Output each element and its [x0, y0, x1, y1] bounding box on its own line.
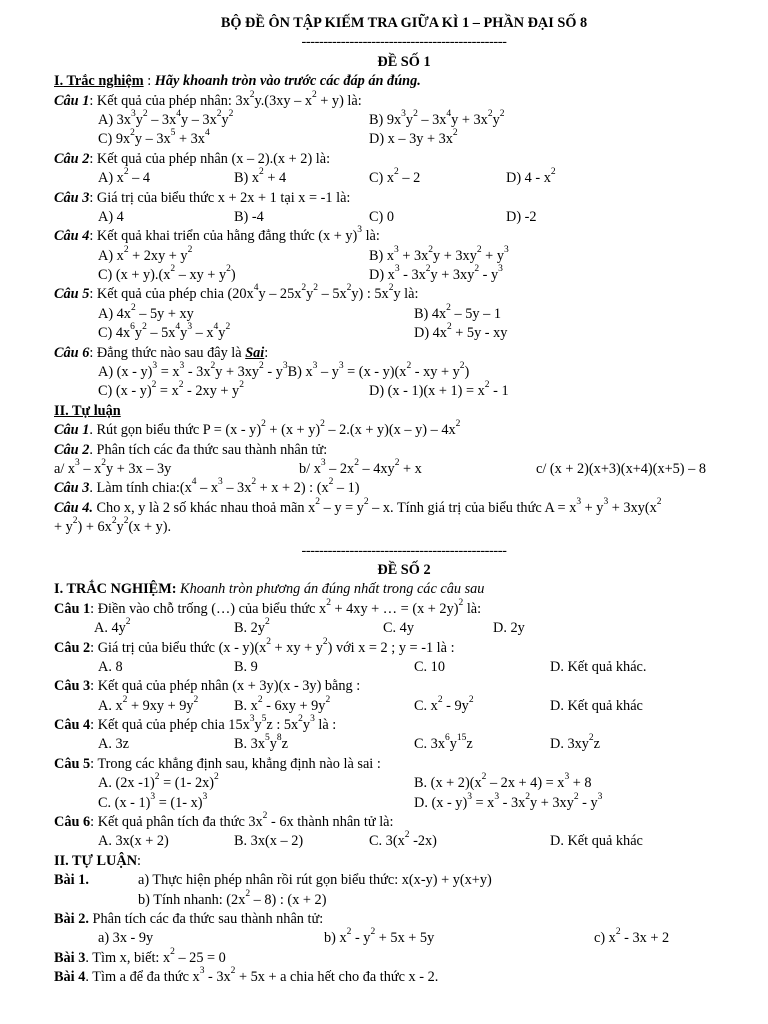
- answer-row: [54, 457, 754, 479]
- exercise-part-a: a) Thực hiện phép nhân rồi rút gọn biểu thức: x(x-y) + y(x+y): [138, 872, 492, 889]
- question-text: : Kết quả của phép nhân (x – 2).(x + 2) là:: [89, 150, 331, 167]
- essay-4: [54, 496, 754, 518]
- answer-d: D. 2y: [493, 620, 525, 637]
- question-emphasis: Sai: [245, 344, 265, 361]
- question-label: Câu 1: [54, 92, 90, 109]
- question-text: . Làm tính $chia:(x^4 - x^3 - 3x^2 + x + 2)$ : $(x^2 - 1)$: [89, 477, 360, 497]
- exam-1-part-2-header: II. Tự luận: [54, 402, 121, 419]
- question-text-end: :: [264, 344, 269, 361]
- answer-b: B) $x^2 + 4$: [234, 167, 287, 187]
- question-3: [54, 189, 754, 208]
- exercise-part-b: b) Tính nhanh: $(2x^2 - 8)$ : (x + 2): [138, 888, 327, 908]
- answer-d: D. Kết quả khác: [550, 697, 643, 714]
- question-label: Câu 4.: [54, 499, 93, 516]
- question-label: Câu 1: [54, 422, 90, 439]
- answer-c: C. $3x^6y^{15}z$: [414, 733, 473, 753]
- document-title: BỘ ĐỀ ÔN TẬP KIẾM TRA GIỮA KÌ 1 – PHẦN ĐẠI SỐ 8: [220, 15, 588, 31]
- answer-d: D. Kết quả khác.: [550, 658, 647, 675]
- answer-d: D. Kết quả khác: [550, 833, 643, 850]
- essay-3: [54, 479, 754, 498]
- answer-b: B. 9: [234, 658, 258, 675]
- part-sep: :: [143, 73, 155, 90]
- question-label: Câu 3: [54, 678, 91, 695]
- answer-a: A) 4: [98, 208, 124, 225]
- question-label: Câu 1: [54, 600, 91, 617]
- answer-a: A. 3x(x + 2): [98, 833, 169, 850]
- answer-c: C. $x^2 - 9y^2$: [414, 694, 474, 714]
- answer-c: C) $4x^6y^2 - 5x^4y^3 - x^4y^2$: [98, 322, 231, 342]
- part-label: I. Trắc nghiệm: [54, 73, 144, 90]
- essay-2: [54, 441, 754, 460]
- question-label: Câu 4: [54, 717, 91, 734]
- part-a: a) 3x - 9y: [98, 930, 154, 947]
- divider: -----------------------------------------------: [301, 34, 507, 51]
- question-1: [54, 597, 754, 619]
- question-label: Câu 6: [54, 814, 91, 831]
- question-label: Câu 3: [54, 189, 90, 206]
- essay-4-continued: + $y^2) + 6x^2y^2(x + y)$.: [54, 516, 172, 536]
- question-6: [54, 344, 754, 363]
- question-text: : Kết quả của phép nhân (x + 3y)(x - 3y) bằng :: [90, 678, 361, 695]
- question-label: Câu 5: [54, 755, 91, 772]
- exercise-label: Bài 3: [54, 949, 86, 966]
- answer-a-b: A) $(x - y)^3 = x^3 - 3x^2y + 3xy^2 - y^3B$) $x^3 - y^3 = (x - y)(x^2$ - xy + $y^2$): [98, 361, 470, 381]
- question-6: [54, 813, 754, 832]
- answer-d: D) $4 - x^2$: [506, 167, 556, 187]
- answer-d: D) $x - 3y + 3x^2$: [369, 128, 458, 148]
- answer-c: C) $x^2 - 2$: [369, 167, 421, 187]
- answer-a: A. 3z: [98, 736, 129, 753]
- divider: -----------------------------------------------: [301, 542, 507, 559]
- answer-row: [54, 169, 754, 188]
- answer-d: D) $x^3 - 3x^2y + 3xy^2 - y^3$: [369, 264, 503, 284]
- exercise-text: . Tìm x, biết: $x^2 - 25 = 0$: [85, 946, 226, 966]
- question-label: Câu 4: [54, 228, 90, 245]
- answer-row: [54, 363, 754, 382]
- answer-a: A. $4y^2$: [94, 617, 131, 637]
- answer-row: [54, 774, 754, 793]
- part-b: b) $x^2 - y^2 + 5x + 5y$: [324, 927, 435, 947]
- question-label: Câu 6: [54, 344, 90, 361]
- answer-a: A) $x^2 + 2xy + y^2$: [98, 244, 193, 264]
- question-4: [54, 716, 754, 735]
- exercise-text: . Tìm a để đa thức $x^3 - 3x^2 + 5x + a$ chia hết cho đa thức x - 2.: [85, 966, 439, 986]
- answer-c: C) $(x + y).(x^2$ – xy + $y^2$): [98, 264, 236, 284]
- exam-2-part-1-header: [54, 580, 754, 599]
- question-text: : Điền vào chỗ trống (…) của biểu thức $x^2 + 4xy$ + … = $(x + 2y)^2$ là:: [90, 597, 482, 617]
- essay-1: [54, 421, 754, 440]
- exercise-2: [54, 910, 754, 929]
- exam-1-heading: ĐỀ SỐ 1: [377, 53, 431, 70]
- answer-c: C. $3(x^2$ -2x): [369, 830, 437, 850]
- question-text: : Giá trị của biểu thức $(x - y)(x^2$ + xy + $y^2$) với x = 2 ; y = -1 là :: [90, 636, 455, 656]
- exam-1-part-1-header: [54, 72, 754, 91]
- answer-a: A) $4x^2 - 5y$ + xy: [98, 302, 194, 322]
- part-instruction: Hãy khoanh tròn vào trước các đáp án đúng.: [154, 73, 421, 90]
- answer-b: B. $(x + 2)(x^2 - 2x + 4) = x^3 + 8$: [414, 772, 592, 792]
- exercise-text: Phân tích các đa thức sau thành nhân tử:: [88, 910, 324, 927]
- question-label: Câu 2: [54, 639, 91, 656]
- answer-row: [54, 382, 754, 401]
- exercise-3: [54, 946, 754, 968]
- answer-row: [54, 694, 754, 716]
- question-label: Câu 2: [54, 150, 90, 167]
- answer-b: B. $x^2 - 6xy + 9y^2$: [234, 694, 331, 714]
- answer-row: [54, 929, 754, 948]
- exercise-4: [54, 968, 754, 987]
- question-text: : Trong các khẳng định sau, khẳng định nào là sai :: [90, 755, 381, 772]
- answer-c: C. 4y: [383, 620, 414, 637]
- question-text: : Kết quả của phép chia $(20x^4y - 25x^2y^2 - 5x^2y)$ : $5x^2y$ là:: [89, 283, 419, 303]
- question-5: [54, 285, 754, 304]
- exercise-label: Bài 4: [54, 969, 86, 986]
- answer-a: A. $x^2 + 9xy + 9y^2$: [98, 694, 199, 714]
- answer-d: D. $(x - y)^3 = x^3 - 3x^2y + 3xy^2 - y^3$: [414, 791, 603, 811]
- question-text: . Rút gọn biểu thức $P = (x - y)^2 + (x + y)^2 - 2.(x + y)(x - y) - 4x^2$: [89, 419, 461, 439]
- question-text: . Phân tích các đa thức sau thành nhân tử:: [89, 441, 328, 458]
- part-label: I. TRẮC NGHIỆM:: [54, 581, 177, 598]
- answer-a: A) $x^2 - 4$: [98, 167, 151, 187]
- answer-row: [54, 108, 754, 130]
- answer-row: [54, 244, 754, 266]
- answer-row: [54, 832, 754, 851]
- part-colon: :: [137, 852, 142, 869]
- answer-row: [54, 324, 754, 343]
- answer-b: B) $9x^3y^2 - 3x^4y + 3x^2y^2$: [369, 108, 505, 128]
- exam-2-heading: ĐỀ SỐ 2: [377, 561, 431, 578]
- exercise-label: Bài 2.: [54, 910, 89, 927]
- answer-a: A. 8: [98, 658, 123, 675]
- answer-row: [54, 302, 754, 324]
- answer-row: [54, 735, 754, 754]
- question-label: Câu 3: [54, 480, 90, 497]
- answer-c: C. (x - 1)$^3$ = (1- x)$^3$: [98, 791, 208, 811]
- question-text: : Giá trị của biểu thức x + 2x + 1 tại x = -1 là:: [89, 189, 351, 206]
- exam-2-part-2-header: [54, 852, 754, 871]
- exercise-1-b: [54, 888, 754, 910]
- answer-b: B) $4x^2 - 5y - 1$: [414, 302, 501, 322]
- part-b: b/ $x^3 - 2x^2 - 4xy^2 + x$: [299, 457, 422, 477]
- exercise-1: [54, 871, 754, 890]
- question-text: : Kết quả phân tích đa thức $3x^2 - 6x$ thành nhân tử là:: [90, 811, 394, 831]
- answer-a: A. (2x -1)$^2$ = (1- 2x)$^2$: [98, 772, 219, 792]
- part-instruction: Khoanh tròn phương án đúng nhất trong các câu sau: [176, 581, 485, 598]
- answer-a: A) $3x^3y^2 - 3x^4y - 3x^2y^2$: [98, 108, 234, 128]
- answer-c: C) $(x - y)^2 = x^2 - 2xy + y^2$: [98, 380, 244, 400]
- answer-b: B. 3x(x – 2): [234, 833, 304, 850]
- part-label: II. TỰ LUẬN: [54, 852, 138, 869]
- question-label: Câu 5: [54, 286, 90, 303]
- question-3: [54, 677, 754, 696]
- question-2: [54, 636, 754, 658]
- answer-d: D) $4x^2 + 5y$ - xy: [414, 322, 508, 342]
- question-text: Cho x, y là 2 số khác nhau thoả mãn $x^2 - y = y^2 - x$. Tính giá trị của biểu thức $A = x^3 + y^3 + 3xy(x^2$: [92, 496, 662, 516]
- answer-d: D) $(x - 1)(x + 1) = x^2 - 1$: [369, 380, 509, 400]
- answer-row: [54, 619, 754, 638]
- part-c: c) $x^2 - 3x + 2$: [594, 927, 670, 947]
- answer-b: B. $2y^2$: [234, 617, 270, 637]
- answer-b: B) $x^3 + 3x^2y + 3xy^2 + y^3$: [369, 244, 509, 264]
- answer-c: C) $9x^2y - 3x^5 + 3x^4$: [98, 128, 210, 148]
- question-label: Câu 2: [54, 441, 90, 458]
- answer-row: [54, 208, 754, 227]
- answer-row: [54, 130, 754, 149]
- answer-d: D) -2: [506, 208, 537, 225]
- answer-b: B) -4: [234, 208, 264, 225]
- exercise-label: Bài 1.: [54, 872, 89, 889]
- answer-d: D. $3xy^2z$: [550, 733, 601, 753]
- part-a: a/ $x^3 - x^2y + 3x - 3y$: [54, 457, 172, 477]
- answer-row: [54, 791, 754, 813]
- answer-b: B. $3x^5y^8z$: [234, 733, 288, 753]
- question-2: [54, 150, 754, 169]
- question-4: [54, 227, 754, 246]
- question-text: : Kết quả của phép chia $15x^3y^5z$ : $5x^2y^3$ là :: [90, 714, 337, 734]
- question-text: : Kết quả của phép nhân: $3x^2y.(3xy - x^2 + y)$ là:: [89, 89, 362, 109]
- document-page: [54, 14, 754, 988]
- question-text: : Đẳng thức nào sau đây là: [89, 344, 246, 361]
- answer-row: [54, 266, 754, 285]
- question-text: : Kết quả khai triển của hằng đẳng thức $(x + y)^3$ là:: [89, 225, 380, 245]
- answer-row: [54, 658, 754, 677]
- part-c: c/ (x + 2)(x+3)(x+4)(x+5) – 8: [536, 460, 707, 477]
- answer-c: C. 10: [414, 658, 445, 675]
- answer-c: C) 0: [369, 208, 395, 225]
